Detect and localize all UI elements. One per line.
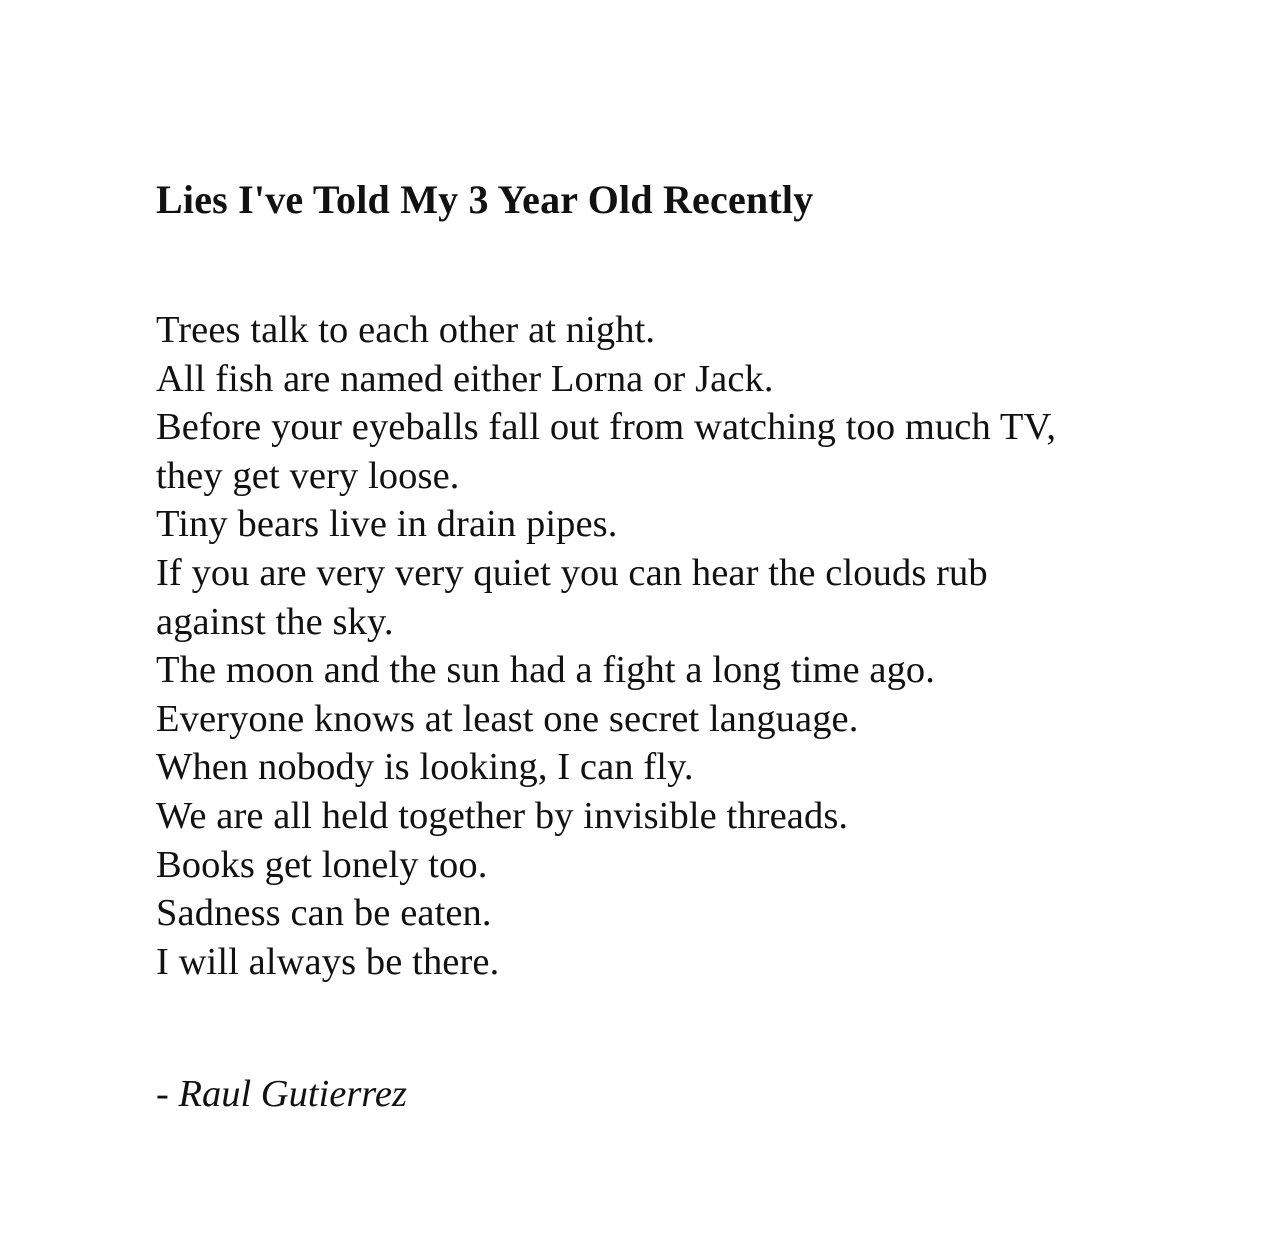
poem-line: I will always be there. [156, 940, 500, 983]
poem-line: When nobody is looking, I can fly. [156, 746, 694, 789]
poem-line: If you are very very quiet you can hear the clouds rub [156, 551, 988, 594]
author-signature [156, 1070, 407, 1118]
poem-line: All fish are named either Lorna or Jack. [156, 357, 774, 400]
poem-line: against the sky. [156, 600, 394, 643]
poem-title: Lies I've Told My 3 Year Old Recently [156, 177, 814, 222]
poem-body [156, 306, 1056, 986]
poem-line: Sadness can be eaten. [156, 892, 492, 935]
signature-dash: - [156, 1073, 179, 1115]
poem-line: We are all held together by invisible threads. [156, 794, 849, 837]
poem-line: The moon and the sun had a fight a long time ago. [156, 649, 935, 692]
poem-line: Before your eyeballs fall out from watching too much TV, [156, 406, 1057, 449]
poem-line: they get very loose. [156, 454, 460, 497]
poem-line: Trees talk to each other at night. [156, 309, 656, 351]
author-name: Raul Gutierrez [178, 1073, 407, 1115]
poem-line: Tiny bears live in drain pipes. [156, 503, 618, 546]
poem-line: Everyone knows at least one secret language. [156, 697, 859, 740]
poem-line: Books get lonely too. [156, 843, 488, 886]
